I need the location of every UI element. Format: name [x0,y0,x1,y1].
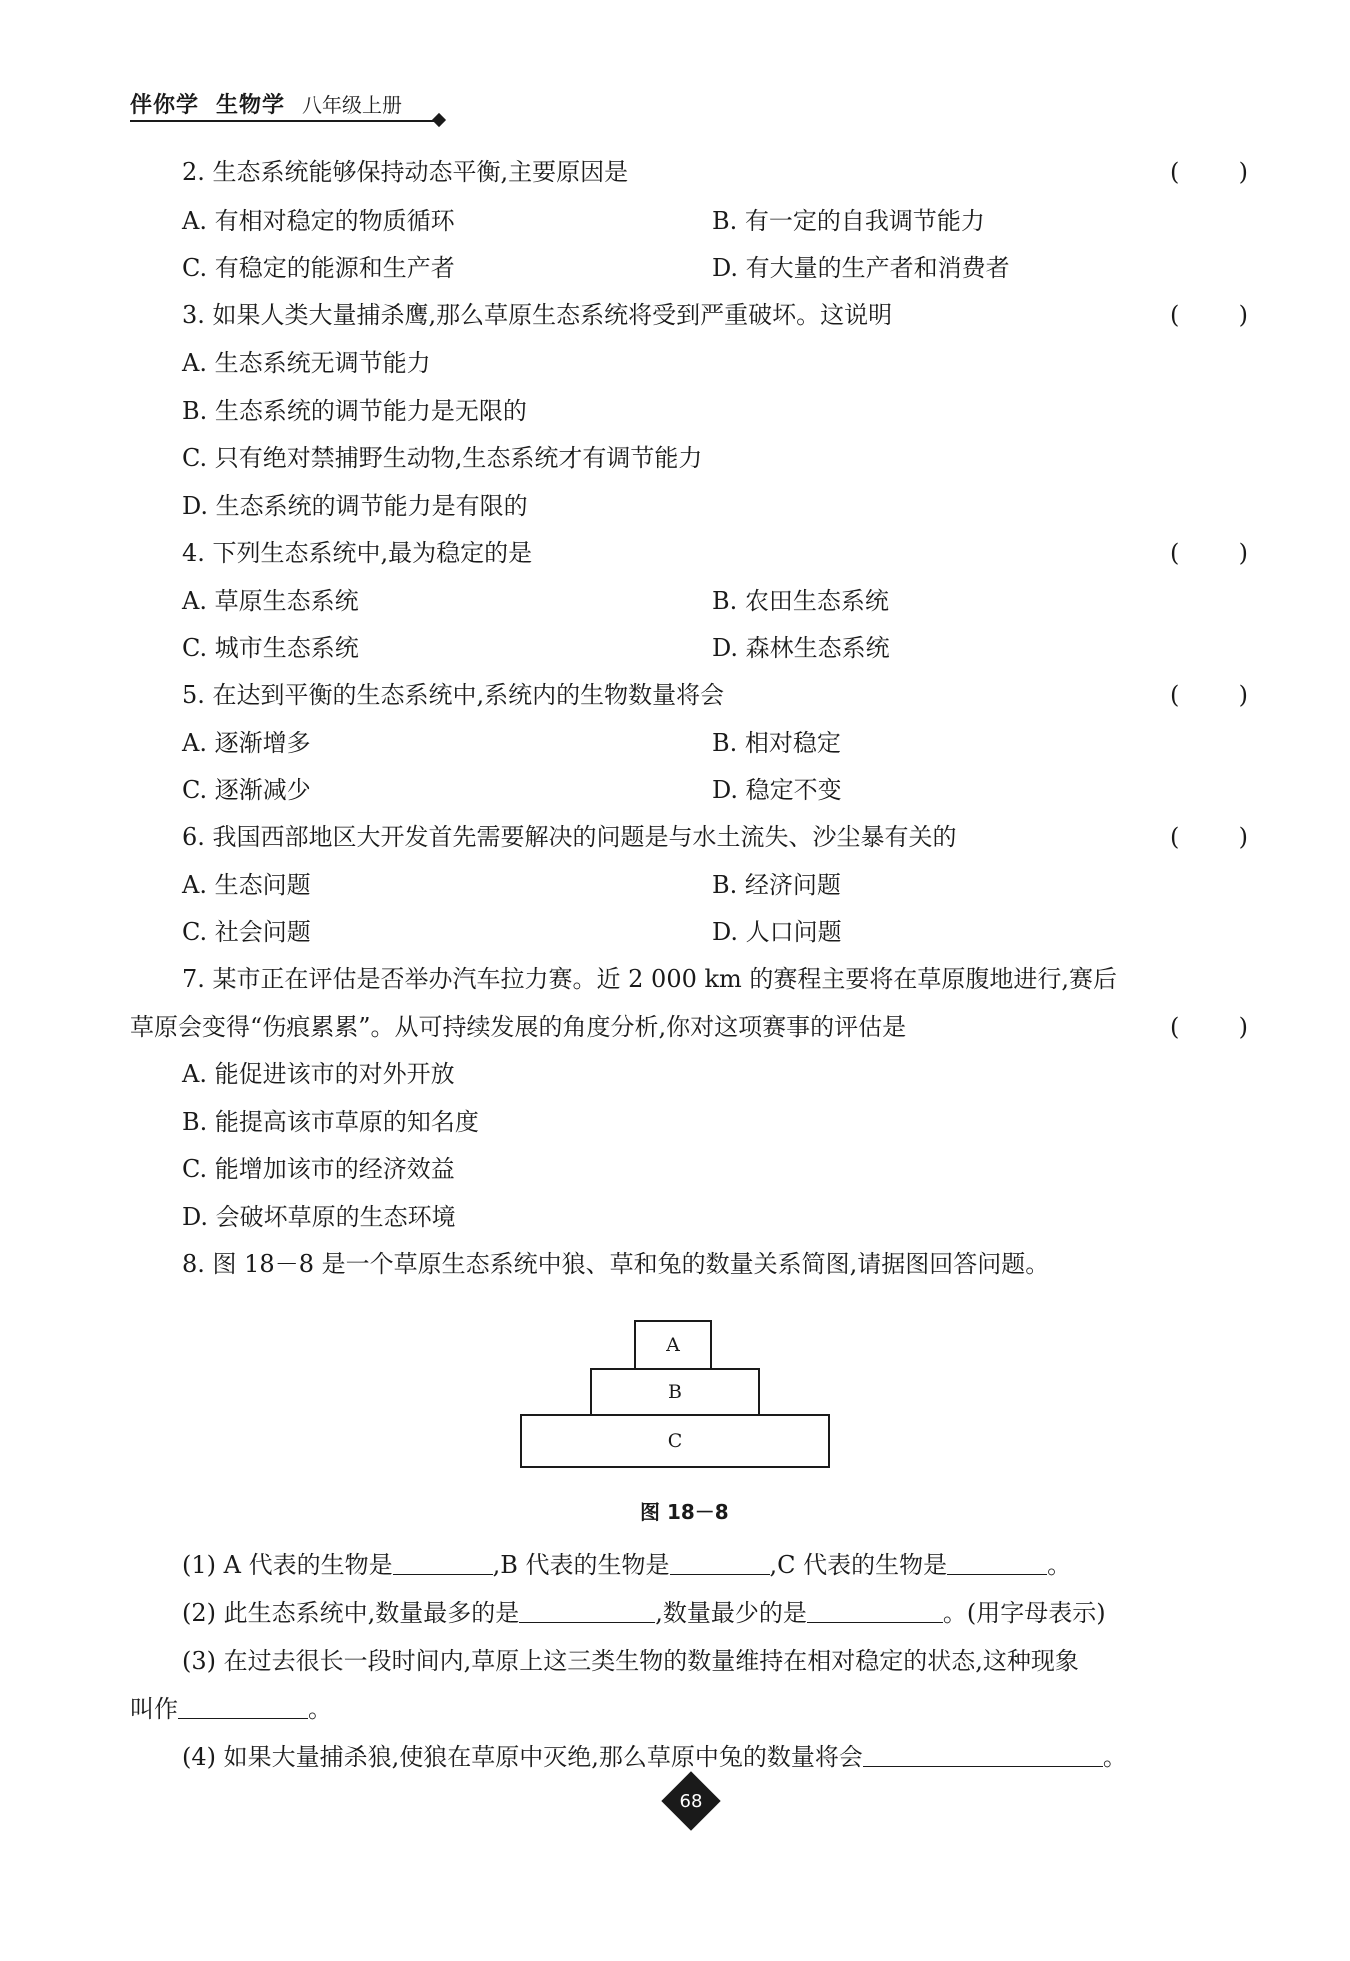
answer-paren: ( ) [1170,681,1248,709]
question-7-stem-line2: 草原会变得“伤痕累累”。从可持续发展的角度分析,你对这项赛事的评估是 [130,1013,907,1041]
answer-paren: ( ) [1170,158,1248,186]
option-b: B. 经济问题 [712,871,841,899]
option-b: B. 相对稳定 [712,729,841,757]
option-d: D. 稳定不变 [712,776,842,804]
grade-label: 八年级上册 [302,93,402,117]
option-d: D. 森林生态系统 [712,634,890,662]
pyramid-diagram [520,1320,830,1470]
figure-caption: 图 18－8 [640,1500,729,1524]
option-b: B. 生态系统的调节能力是无限的 [182,397,527,425]
question-7-stem-line1: 7. 某市正在评估是否举办汽车拉力赛。近 2 000 km 的赛程主要将在草原腹地进行,赛后 [182,965,1118,993]
option-a: A. 生态问题 [182,871,311,899]
option-d: D. 有大量的生产者和消费者 [712,254,1010,282]
question-8-stem: 8. 图 18－8 是一个草原生态系统中狼、草和兔的数量关系简图,请据图回答问题。 [182,1250,1050,1278]
option-d: D. 生态系统的调节能力是有限的 [182,492,528,520]
answer-paren: ( ) [1170,823,1248,851]
answer-blank[interactable] [947,1550,1047,1575]
header-diamond-icon [432,113,446,127]
option-a: A. 能促进该市的对外开放 [182,1060,455,1088]
option-c: C. 社会问题 [182,918,311,946]
option-a: A. 逐渐增多 [182,729,311,757]
answer-blank[interactable] [670,1550,770,1575]
option-c: C. 逐渐减少 [182,776,311,804]
option-b: B. 能提高该市草原的知名度 [182,1108,479,1136]
question-5-stem: 5. 在达到平衡的生态系统中,系统内的生物数量将会 [182,681,725,709]
option-a: A. 生态系统无调节能力 [182,349,431,377]
q8-sub3-line2: 叫作 。 [130,1695,332,1723]
question-4-stem: 4. 下列生态系统中,最为稳定的是 [182,539,533,567]
answer-paren: ( ) [1170,539,1248,567]
q8-sub3-line1: (3) 在过去很长一段时间内,草原上这三类生物的数量维持在相对稳定的状态,这种现象 [182,1647,1079,1675]
option-b: B. 农田生态系统 [712,587,889,615]
option-d: D. 人口问题 [712,918,842,946]
question-2-stem: 2. 生态系统能够保持动态平衡,主要原因是 [182,158,629,186]
pyramid-level-b: B [590,1368,760,1416]
answer-paren: ( ) [1170,1013,1248,1041]
option-c: C. 有稳定的能源和生产者 [182,254,455,282]
subject-title: 生物学 [216,93,286,118]
q8-sub1: (1) A 代表的生物是 ,B 代表的生物是 ,C 代表的生物是 。 [182,1551,1072,1579]
question-3-stem: 3. 如果人类大量捕杀鹰,那么草原生态系统将受到严重破坏。这说明 [182,301,893,329]
answer-blank[interactable] [393,1550,493,1575]
page-header [130,88,450,128]
book-title: 伴你学 [130,93,200,118]
q8-sub4: (4) 如果大量捕杀狼,使狼在草原中灭绝,那么草原中兔的数量将会 。 [182,1743,1127,1771]
option-a: A. 有相对稳定的物质循环 [182,207,455,235]
pyramid-level-a: A [634,1320,712,1370]
q8-sub2: (2) 此生态系统中,数量最多的是 ,数量最少的是 。(用字母表示) [182,1599,1106,1627]
question-6-stem: 6. 我国西部地区大开发首先需要解决的问题是与水土流失、沙尘暴有关的 [182,823,957,851]
option-c: C. 只有绝对禁捕野生动物,生态系统才有调节能力 [182,444,703,472]
option-b: B. 有一定的自我调节能力 [712,207,985,235]
header-rule [130,120,438,122]
answer-blank[interactable] [178,1694,308,1719]
option-c: C. 能增加该市的经济效益 [182,1155,455,1183]
option-c: C. 城市生态系统 [182,634,359,662]
page-number: 68 [679,1790,703,1812]
pyramid-level-c: C [520,1414,830,1468]
option-a: A. 草原生态系统 [182,587,359,615]
answer-blank[interactable] [807,1598,943,1623]
answer-blank[interactable] [519,1598,655,1623]
answer-blank[interactable] [863,1742,1103,1767]
answer-paren: ( ) [1170,301,1248,329]
option-d: D. 会破坏草原的生态环境 [182,1203,456,1231]
